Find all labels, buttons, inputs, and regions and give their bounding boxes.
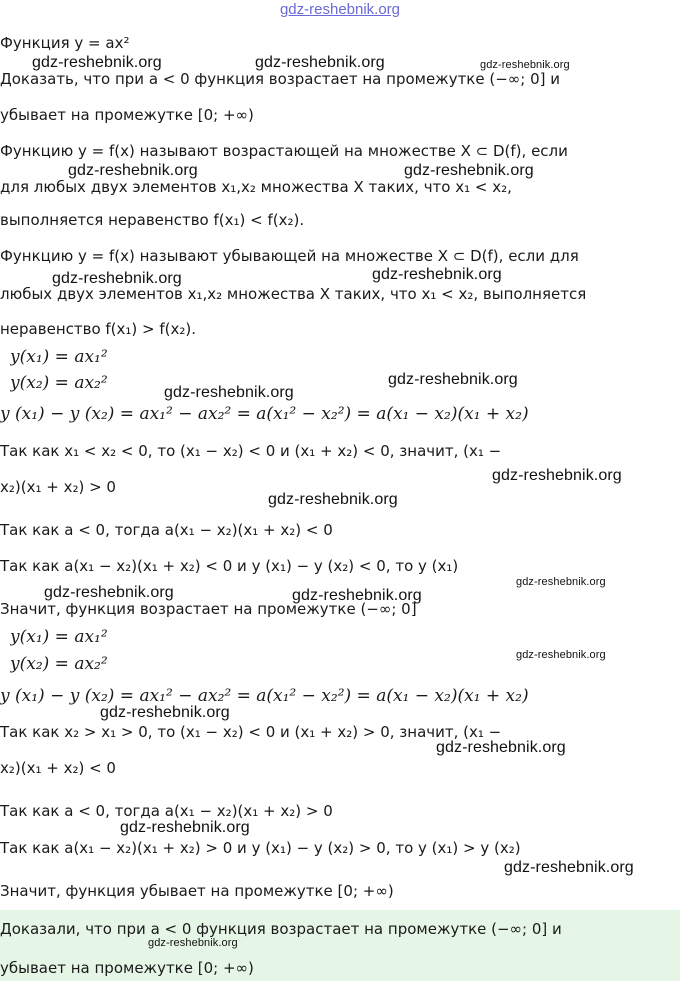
- text-line: убывает на промежутке [0; +∞): [0, 106, 254, 124]
- text-line: Функцию y = f(x) называют возрастающей на множестве X ⊂ D(f), если: [0, 142, 568, 160]
- text-line: Доказать, что при a < 0 функция возрастает на промежутке (−∞; 0] и: [0, 70, 561, 88]
- text-line: выполняется неравенство f(x₁) < f(x₂).: [0, 211, 305, 229]
- watermark: gdz-reshebnik.org: [52, 270, 182, 287]
- conclusion-line: Доказали, что при a < 0 функция возрастает на промежутке (−∞; 0] и: [0, 920, 562, 938]
- text-line: Значит, функция убывает на промежутке [0; +∞): [0, 882, 394, 900]
- watermark: gdz-reshebnik.org: [100, 704, 230, 721]
- text-line: x₂)(x₁ + x₂) < 0: [0, 759, 116, 777]
- watermark: gdz-reshebnik.org: [480, 59, 570, 71]
- watermark: gdz-reshebnik.org: [44, 584, 174, 601]
- site-header-link[interactable]: gdz-reshebnik.org: [279, 1, 401, 18]
- watermark: gdz-reshebnik.org: [255, 54, 385, 71]
- watermark: gdz-reshebnik.org: [516, 576, 606, 588]
- watermark: gdz-reshebnik.org: [516, 649, 606, 661]
- watermark: gdz-reshebnik.org: [372, 266, 502, 283]
- watermark: gdz-reshebnik.org: [120, 819, 250, 836]
- formula-line: y (x₁) − y (x₂) = ax₁² − ax₂² = a(x₁² − x₂²) = a(x₁ − x₂)(x₁ + x₂): [0, 686, 529, 706]
- formula-line: y(x₂) = ax₂²: [10, 373, 108, 393]
- text-line: Функция y = ax²: [0, 34, 130, 52]
- text-line: Так как x₁ < x₂ < 0, то (x₁ − x₂) < 0 и (x₁ + x₂) < 0, значит, (x₁ −: [0, 442, 502, 460]
- watermark: gdz-reshebnik.org: [268, 491, 398, 508]
- text-line: x₂)(x₁ + x₂) > 0: [0, 478, 116, 496]
- formula-line: y(x₁) = ax₁²: [10, 627, 108, 647]
- text-line: Функцию y = f(x) называют убывающей на множестве X ⊂ D(f), если для: [0, 247, 579, 265]
- watermark: gdz-reshebnik.org: [388, 371, 518, 388]
- text-line: Так как a(x₁ − x₂)(x₁ + x₂) > 0 и y (x₁) − y (x₂) > 0, то y (x₁) > y (x₂): [0, 839, 521, 857]
- watermark: gdz-reshebnik.org: [492, 467, 622, 484]
- formula-line: y(x₁) = ax₁²: [10, 347, 108, 367]
- formula-line: y (x₁) − y (x₂) = ax₁² − ax₂² = a(x₁² − x₂²) = a(x₁ − x₂)(x₁ + x₂): [0, 404, 529, 424]
- text-line: Так как x₂ > x₁ > 0, то (x₁ − x₂) < 0 и (x₁ + x₂) > 0, значит, (x₁ −: [0, 723, 502, 741]
- watermark: gdz-reshebnik.org: [292, 587, 422, 604]
- watermark: gdz-reshebnik.org: [436, 739, 566, 756]
- watermark: gdz-reshebnik.org: [164, 384, 294, 401]
- watermark: gdz-reshebnik.org: [148, 937, 238, 949]
- text-line: Так как a(x₁ − x₂)(x₁ + x₂) < 0 и y (x₁) − y (x₂) < 0, то y (x₁): [0, 557, 459, 575]
- text-line: Так как a < 0, тогда a(x₁ − x₂)(x₁ + x₂) > 0: [0, 802, 333, 820]
- text-line: Значит, функция возрастает на промежутке (−∞; 0]: [0, 600, 417, 618]
- watermark: gdz-reshebnik.org: [404, 162, 534, 179]
- watermark: gdz-reshebnik.org: [504, 859, 634, 876]
- conclusion-line: убывает на промежутке [0; +∞): [0, 959, 254, 977]
- text-line: неравенство f(x₁) > f(x₂).: [0, 320, 197, 338]
- text-line: любых двух элементов x₁,x₂ множества X таких, что x₁ < x₂, выполняется: [0, 285, 587, 303]
- formula-line: y(x₂) = ax₂²: [10, 654, 108, 674]
- text-line: Так как a < 0, тогда a(x₁ − x₂)(x₁ + x₂) < 0: [0, 521, 333, 539]
- watermark: gdz-reshebnik.org: [32, 54, 162, 71]
- watermark: gdz-reshebnik.org: [68, 162, 198, 179]
- text-line: для любых двух элементов x₁,x₂ множества X таких, что x₁ < x₂,: [0, 178, 512, 196]
